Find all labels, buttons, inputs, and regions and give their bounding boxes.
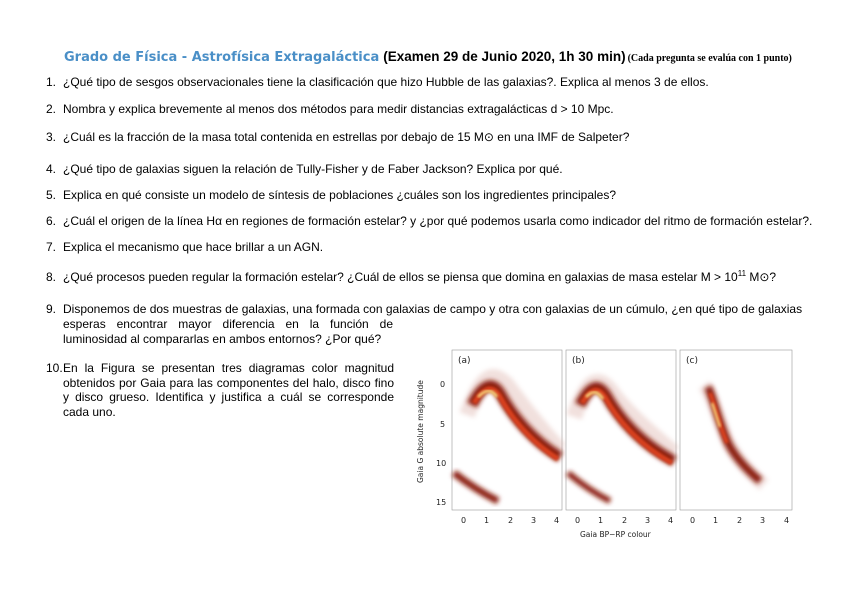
exam-header <box>64 48 792 66</box>
panel-b <box>566 350 676 510</box>
y-tick-label: 15 <box>436 498 447 507</box>
y-tick-label: 0 <box>440 380 446 389</box>
panel-a <box>452 350 562 510</box>
question-text-part: ¿Qué procesos pueden regular la formación estelar? ¿Cuál de ellos se piensa que domina en galaxias de masa estelar M > 10 <box>63 270 738 284</box>
y-tick-label: 5 <box>440 420 446 429</box>
question-number: 1. <box>46 75 57 89</box>
x-tick-label: 0 <box>690 516 696 525</box>
panel-label: (a) <box>458 356 471 366</box>
question-number: 9. <box>46 302 57 316</box>
question-number: 10. <box>46 361 63 375</box>
x-tick-label: 1 <box>598 516 604 525</box>
question-text: Explica el mecanismo que hace brillar a un AGN. <box>63 240 324 254</box>
question-number: 3. <box>46 130 57 144</box>
panel-label: (c) <box>686 356 698 366</box>
x-tick-label: 3 <box>760 516 766 525</box>
x-tick-label: 0 <box>575 516 581 525</box>
x-tick-label: 4 <box>554 516 560 525</box>
x-tick-label: 1 <box>484 516 490 525</box>
question-text: ¿Cuál el origen de la línea Hα en regiones de formación estelar? y ¿por qué podemos usarla como indicador del ritmo de formación estelar?. <box>63 214 813 228</box>
x-tick-label: 1 <box>713 516 719 525</box>
question-text: Nombra y explica brevemente al menos dos métodos para medir distancias extragalácticas d > 10 Mpc. <box>63 102 614 116</box>
course-title: Grado de Física - Astrofísica Extragaláctica <box>64 50 380 65</box>
question-text: En la Figura se presentan tres diagramas color magnitud obtenidos por Gaia para las componentes del halo, disco fino y disco grueso. Identifica y justifica a cuál se corresponde cada uno. <box>63 361 394 419</box>
question-text-rest: esperas encontrar mayor diferencia en la función de luminosidad al compararlas en ambos entornos? ¿Por qué? <box>63 317 393 346</box>
x-tick-label: 2 <box>622 516 628 525</box>
question-text: ¿Cuál es la fracción de la masa total contenida en estrellas por debajo de 15 M⊙ en una IMF de Salpeter? <box>63 130 630 144</box>
x-axis-ticks-b <box>575 516 673 525</box>
x-axis-ticks-c <box>690 516 789 525</box>
exam-info: (Examen 29 de Junio 2020, 1h 30 min) <box>383 49 626 64</box>
gaia-cmd-figure <box>412 345 802 545</box>
x-tick-label: 2 <box>508 516 514 525</box>
question-number: 8. <box>46 270 57 284</box>
x-tick-label: 4 <box>668 516 674 525</box>
question-text-line1: Disponemos de dos muestras de galaxias, una formada con galaxias de campo y otra con galaxias de un cúmulo, ¿en qué tipo de galaxias <box>63 302 803 316</box>
question-number: 4. <box>46 162 57 176</box>
panel-frame <box>680 350 792 510</box>
question-text <box>63 270 838 285</box>
y-axis-ticks <box>436 380 446 507</box>
y-tick-label: 10 <box>436 459 447 468</box>
x-axis-label: Gaia BP−RP colour <box>580 530 651 539</box>
grading-note: (Cada pregunta se evalúa con 1 punto) <box>627 53 792 64</box>
question-text-part: M⊙? <box>746 270 777 284</box>
y-axis-label: Gaia G absolute magnitude <box>416 380 425 483</box>
question-number: 7. <box>46 240 57 254</box>
question-number: 6. <box>46 214 57 228</box>
question-number: 5. <box>46 188 57 202</box>
x-tick-label: 3 <box>645 516 651 525</box>
question-text: ¿Qué tipo de galaxias siguen la relación de Tully-Fisher y de Faber Jackson? Explica por qué. <box>63 162 563 176</box>
question-number: 2. <box>46 102 57 116</box>
question-text: Explica en qué consiste un modelo de síntesis de poblaciones ¿cuáles son los ingredientes principales? <box>63 188 617 202</box>
exponent: 11 <box>737 269 747 278</box>
x-axis-ticks-a <box>461 516 559 525</box>
x-tick-label: 0 <box>461 516 467 525</box>
panel-c <box>680 350 792 510</box>
x-tick-label: 4 <box>784 516 790 525</box>
x-tick-label: 2 <box>737 516 743 525</box>
question-text: ¿Qué tipo de sesgos observacionales tiene la clasificación que hizo Hubble de las galaxias?. Explica al menos 3 de ellos. <box>63 75 709 89</box>
panel-label: (b) <box>572 356 585 366</box>
x-tick-label: 3 <box>531 516 537 525</box>
